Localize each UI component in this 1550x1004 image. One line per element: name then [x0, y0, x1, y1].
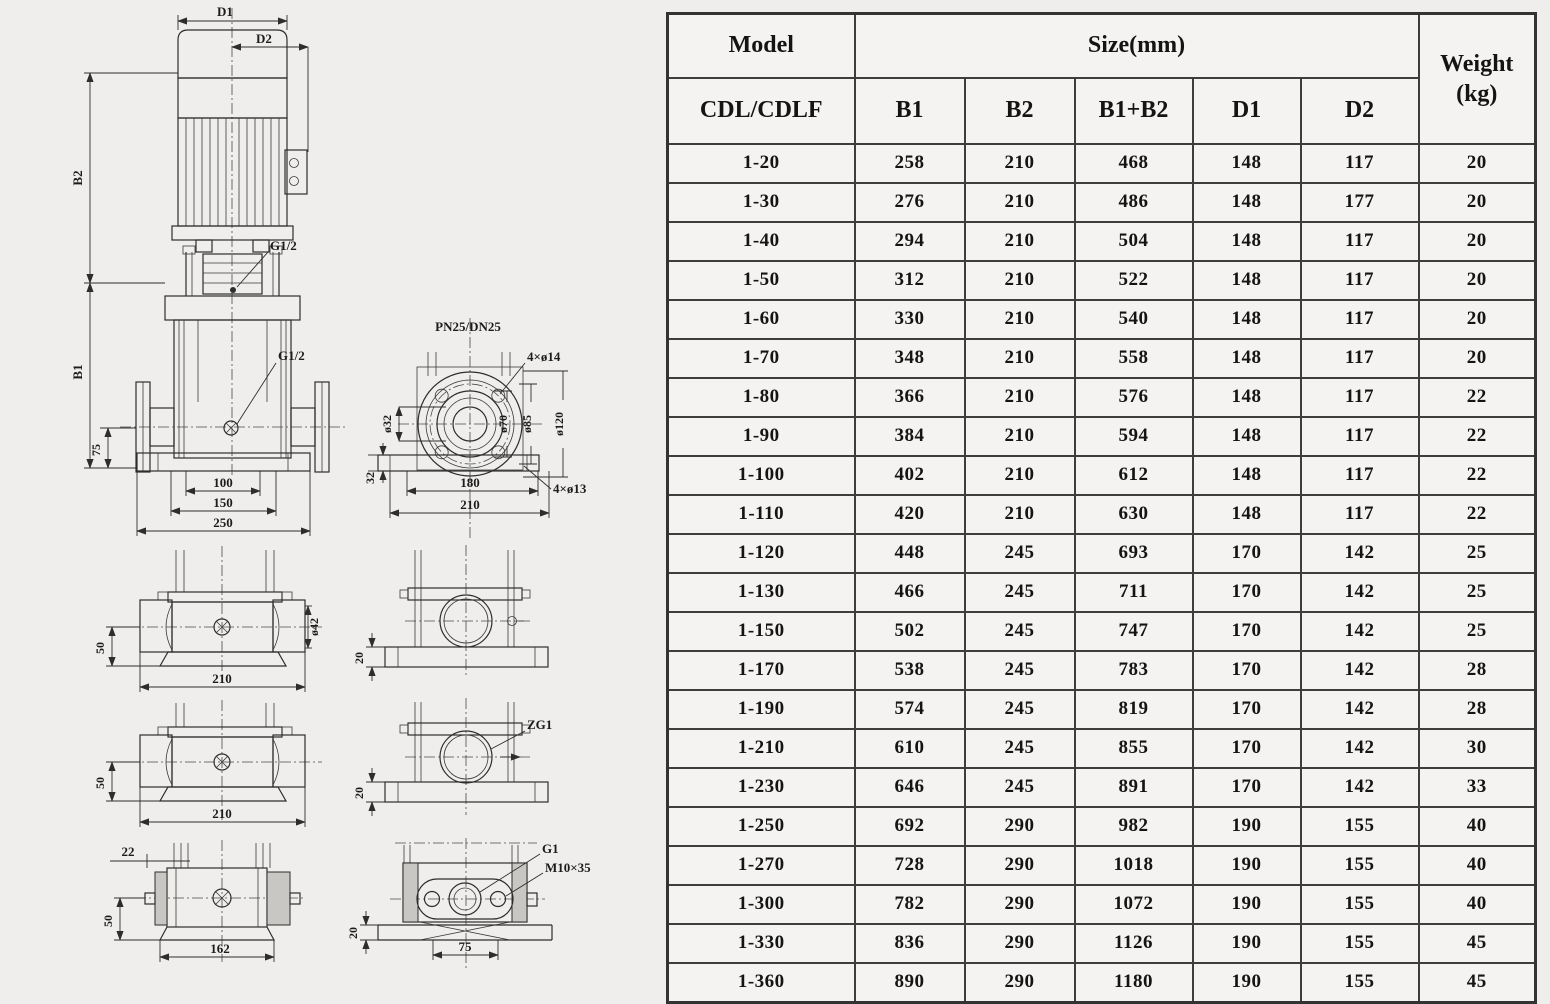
label-m10x35: M10×35	[545, 860, 591, 875]
model-cell: 1-110	[668, 495, 855, 534]
dim-50a	[106, 627, 160, 666]
model-cell: 1-190	[668, 690, 855, 729]
value-cell: 117	[1301, 378, 1419, 417]
dim-label-75b: 75	[458, 939, 472, 954]
spec-table	[666, 12, 1537, 1004]
value-cell: 245	[965, 573, 1075, 612]
value-cell: 190	[1193, 807, 1301, 846]
motor-fins	[186, 118, 279, 226]
value-cell: 190	[1193, 963, 1301, 1003]
dim-d2	[232, 47, 308, 152]
value-cell: 630	[1075, 495, 1193, 534]
header-weight-line1: Weight	[1440, 50, 1514, 77]
port-view-middle	[352, 698, 552, 816]
value-cell: 117	[1301, 456, 1419, 495]
section-view-upper	[93, 546, 322, 692]
value-cell: 155	[1301, 924, 1419, 963]
table-row	[668, 495, 1536, 534]
value-cell: 245	[965, 768, 1075, 807]
dim-label-b2: B2	[70, 170, 85, 186]
value-cell: 210	[965, 183, 1075, 222]
header-col-b1b2: B1+B2	[1075, 78, 1193, 144]
value-cell: 210	[965, 339, 1075, 378]
value-cell: 402	[855, 456, 965, 495]
value-cell: 210	[965, 300, 1075, 339]
value-cell: 148	[1193, 300, 1301, 339]
dim-label-50c: 50	[101, 915, 115, 927]
value-cell: 540	[1075, 300, 1193, 339]
value-cell: 646	[855, 768, 965, 807]
dim-label-50b: 50	[93, 777, 107, 789]
model-cell: 1-130	[668, 573, 855, 612]
table-row	[668, 846, 1536, 885]
model-cell: 1-150	[668, 612, 855, 651]
dim-label-210f: 210	[460, 497, 480, 512]
value-cell: 610	[855, 729, 965, 768]
model-cell: 1-170	[668, 651, 855, 690]
front-view	[70, 4, 346, 536]
value-cell: 22	[1419, 417, 1536, 456]
value-cell: 692	[855, 807, 965, 846]
header-col-d2: D2	[1301, 78, 1419, 144]
value-cell: 117	[1301, 222, 1419, 261]
value-cell: 245	[965, 612, 1075, 651]
header-size: Size(mm)	[855, 14, 1419, 78]
value-cell: 819	[1075, 690, 1193, 729]
value-cell: 594	[1075, 417, 1193, 456]
dim-label-b1: B1	[70, 364, 85, 380]
dim-label-32: 32	[363, 472, 377, 484]
value-cell: 30	[1419, 729, 1536, 768]
value-cell: 117	[1301, 144, 1419, 183]
model-cell: 1-330	[668, 924, 855, 963]
value-cell: 148	[1193, 222, 1301, 261]
value-cell: 1072	[1075, 885, 1193, 924]
value-cell: 170	[1193, 690, 1301, 729]
dim-75	[100, 428, 136, 468]
bottom-view	[101, 840, 305, 962]
value-cell: 420	[855, 495, 965, 534]
value-cell: 170	[1193, 573, 1301, 612]
value-cell: 294	[855, 222, 965, 261]
value-cell: 40	[1419, 807, 1536, 846]
table-row	[668, 729, 1536, 768]
value-cell: 468	[1075, 144, 1193, 183]
table-row	[668, 924, 1536, 963]
value-cell: 290	[965, 807, 1075, 846]
value-cell: 142	[1301, 534, 1419, 573]
value-cell: 117	[1301, 417, 1419, 456]
value-cell: 782	[855, 885, 965, 924]
table-row	[668, 300, 1536, 339]
value-cell: 366	[855, 378, 965, 417]
value-cell: 522	[1075, 261, 1193, 300]
value-cell: 117	[1301, 339, 1419, 378]
value-cell: 245	[965, 690, 1075, 729]
value-cell: 693	[1075, 534, 1193, 573]
value-cell: 142	[1301, 768, 1419, 807]
value-cell: 148	[1193, 144, 1301, 183]
value-cell: 290	[965, 963, 1075, 1003]
dim-label-180: 180	[460, 475, 480, 490]
value-cell: 148	[1193, 339, 1301, 378]
dim-label-250: 250	[213, 515, 233, 530]
table-row	[668, 456, 1536, 495]
dim-label-d120: ø120	[552, 412, 566, 436]
table-row	[668, 573, 1536, 612]
value-cell: 330	[855, 300, 965, 339]
value-cell: 891	[1075, 768, 1193, 807]
table-row	[668, 807, 1536, 846]
model-cell: 1-90	[668, 417, 855, 456]
value-cell: 142	[1301, 651, 1419, 690]
value-cell: 982	[1075, 807, 1193, 846]
value-cell: 210	[965, 222, 1075, 261]
value-cell: 190	[1193, 924, 1301, 963]
value-cell: 1018	[1075, 846, 1193, 885]
value-cell: 20	[1419, 261, 1536, 300]
value-cell: 890	[855, 963, 965, 1003]
value-cell: 177	[1301, 183, 1419, 222]
model-cell: 1-50	[668, 261, 855, 300]
value-cell: 1126	[1075, 924, 1193, 963]
value-cell: 276	[855, 183, 965, 222]
value-cell: 245	[965, 651, 1075, 690]
value-cell: 290	[965, 846, 1075, 885]
model-cell: 1-120	[668, 534, 855, 573]
header-model-sub: CDL/CDLF	[668, 78, 855, 144]
table-row	[668, 963, 1536, 1003]
value-cell: 45	[1419, 963, 1536, 1003]
value-cell: 170	[1193, 534, 1301, 573]
value-cell: 28	[1419, 690, 1536, 729]
label-g12-vent: G1/2	[270, 238, 297, 253]
model-cell: 1-210	[668, 729, 855, 768]
value-cell: 40	[1419, 846, 1536, 885]
port-view-upper	[352, 545, 548, 681]
value-cell: 22	[1419, 456, 1536, 495]
model-cell: 1-20	[668, 144, 855, 183]
value-cell: 210	[965, 378, 1075, 417]
value-cell: 783	[1075, 651, 1193, 690]
dim-label-d85: ø85	[520, 415, 534, 433]
value-cell: 504	[1075, 222, 1193, 261]
model-cell: 1-230	[668, 768, 855, 807]
value-cell: 290	[965, 924, 1075, 963]
dim-label-150: 150	[213, 495, 233, 510]
label-pn25-dn25: PN25/DN25	[435, 319, 501, 334]
value-cell: 148	[1193, 456, 1301, 495]
vent-plug	[230, 287, 236, 293]
value-cell: 170	[1193, 729, 1301, 768]
model-cell: 1-80	[668, 378, 855, 417]
value-cell: 142	[1301, 729, 1419, 768]
value-cell: 20	[1419, 183, 1536, 222]
value-cell: 22	[1419, 378, 1536, 417]
technical-drawing	[0, 0, 660, 1000]
value-cell: 155	[1301, 885, 1419, 924]
table-row	[668, 885, 1536, 924]
value-cell: 210	[965, 456, 1075, 495]
header-model: Model	[668, 14, 855, 78]
dim-label-210a: 210	[212, 671, 232, 686]
label-g12-drain: G1/2	[278, 348, 305, 363]
value-cell: 574	[855, 690, 965, 729]
value-cell: 210	[965, 495, 1075, 534]
value-cell: 448	[855, 534, 965, 573]
value-cell: 25	[1419, 534, 1536, 573]
value-cell: 290	[965, 885, 1075, 924]
flange-top-view	[363, 318, 587, 540]
header-col-b2: B2	[965, 78, 1075, 144]
dim-label-20c: 20	[346, 927, 360, 939]
dim-label-210b: 210	[212, 806, 232, 821]
dim-label-d2: D2	[256, 31, 272, 46]
value-cell: 245	[965, 729, 1075, 768]
value-cell: 258	[855, 144, 965, 183]
dim-b2	[84, 73, 178, 283]
dim-label-22: 22	[121, 844, 135, 859]
dim-20b	[366, 768, 385, 816]
header-col-b1: B1	[855, 78, 965, 144]
dim-label-50a: 50	[93, 642, 107, 654]
value-cell: 747	[1075, 612, 1193, 651]
dim-label-d70: ø70	[496, 415, 510, 433]
model-cell: 1-70	[668, 339, 855, 378]
value-cell: 711	[1075, 573, 1193, 612]
model-cell: 1-250	[668, 807, 855, 846]
value-cell: 836	[855, 924, 965, 963]
table-row	[668, 261, 1536, 300]
model-cell: 1-360	[668, 963, 855, 1003]
value-cell: 348	[855, 339, 965, 378]
header-weight	[1419, 14, 1536, 144]
value-cell: 170	[1193, 651, 1301, 690]
value-cell: 210	[965, 144, 1075, 183]
dim-label-d42: ø42	[307, 618, 321, 636]
table-row	[668, 417, 1536, 456]
table-row	[668, 222, 1536, 261]
value-cell: 148	[1193, 183, 1301, 222]
table-body	[668, 144, 1536, 1003]
dim-20a	[366, 633, 385, 681]
value-cell: 728	[855, 846, 965, 885]
dim-label-d32: ø32	[380, 415, 394, 433]
label-g1: G1	[542, 841, 559, 856]
value-cell: 148	[1193, 417, 1301, 456]
table-row	[668, 612, 1536, 651]
table-row	[668, 651, 1536, 690]
value-cell: 148	[1193, 261, 1301, 300]
table-row	[668, 768, 1536, 807]
value-cell: 40	[1419, 885, 1536, 924]
model-cell: 1-300	[668, 885, 855, 924]
value-cell: 148	[1193, 378, 1301, 417]
table-row	[668, 690, 1536, 729]
value-cell: 155	[1301, 963, 1419, 1003]
model-cell: 1-270	[668, 846, 855, 885]
dim-label-20b: 20	[352, 787, 366, 799]
value-cell: 117	[1301, 300, 1419, 339]
terminal-box	[285, 150, 307, 194]
dim-label-162: 162	[210, 941, 230, 956]
model-cell: 1-60	[668, 300, 855, 339]
value-cell: 28	[1419, 651, 1536, 690]
value-cell: 155	[1301, 846, 1419, 885]
value-cell: 486	[1075, 183, 1193, 222]
model-cell: 1-100	[668, 456, 855, 495]
table-row	[668, 183, 1536, 222]
value-cell: 170	[1193, 768, 1301, 807]
value-cell: 20	[1419, 144, 1536, 183]
value-cell: 142	[1301, 612, 1419, 651]
value-cell: 22	[1419, 495, 1536, 534]
value-cell: 117	[1301, 261, 1419, 300]
value-cell: 466	[855, 573, 965, 612]
dim-20c	[360, 911, 378, 954]
oval-flange-view	[346, 838, 591, 968]
label-4xd13: 4×ø13	[553, 481, 587, 496]
header-weight-line2: (kg)	[1456, 80, 1498, 107]
value-cell: 142	[1301, 690, 1419, 729]
value-cell: 20	[1419, 222, 1536, 261]
value-cell: 155	[1301, 807, 1419, 846]
table-row	[668, 339, 1536, 378]
value-cell: 142	[1301, 573, 1419, 612]
value-cell: 190	[1193, 885, 1301, 924]
label-zg1: ZG1	[527, 717, 553, 732]
value-cell: 20	[1419, 339, 1536, 378]
value-cell: 25	[1419, 612, 1536, 651]
value-cell: 20	[1419, 300, 1536, 339]
value-cell: 210	[965, 417, 1075, 456]
section-view-middle	[93, 700, 322, 827]
table-row	[668, 144, 1536, 183]
value-cell: 190	[1193, 846, 1301, 885]
value-cell: 502	[855, 612, 965, 651]
header-col-d1: D1	[1193, 78, 1301, 144]
value-cell: 576	[1075, 378, 1193, 417]
value-cell: 612	[1075, 456, 1193, 495]
value-cell: 855	[1075, 729, 1193, 768]
dim-label-20a: 20	[352, 652, 366, 664]
dim-label-75: 75	[89, 444, 103, 456]
value-cell: 25	[1419, 573, 1536, 612]
label-4xd14: 4×ø14	[527, 349, 561, 364]
value-cell: 117	[1301, 495, 1419, 534]
model-cell: 1-30	[668, 183, 855, 222]
dim-label-d1: D1	[217, 4, 233, 19]
value-cell: 312	[855, 261, 965, 300]
dim-50b	[106, 762, 160, 801]
table-row	[668, 378, 1536, 417]
dim-label-100: 100	[213, 475, 233, 490]
value-cell: 45	[1419, 924, 1536, 963]
value-cell: 558	[1075, 339, 1193, 378]
value-cell: 33	[1419, 768, 1536, 807]
value-cell: 148	[1193, 495, 1301, 534]
model-cell: 1-40	[668, 222, 855, 261]
value-cell: 245	[965, 534, 1075, 573]
value-cell: 384	[855, 417, 965, 456]
dim-b1	[84, 283, 137, 468]
value-cell: 1180	[1075, 963, 1193, 1003]
value-cell: 210	[965, 261, 1075, 300]
table-row	[668, 534, 1536, 573]
value-cell: 538	[855, 651, 965, 690]
value-cell: 170	[1193, 612, 1301, 651]
